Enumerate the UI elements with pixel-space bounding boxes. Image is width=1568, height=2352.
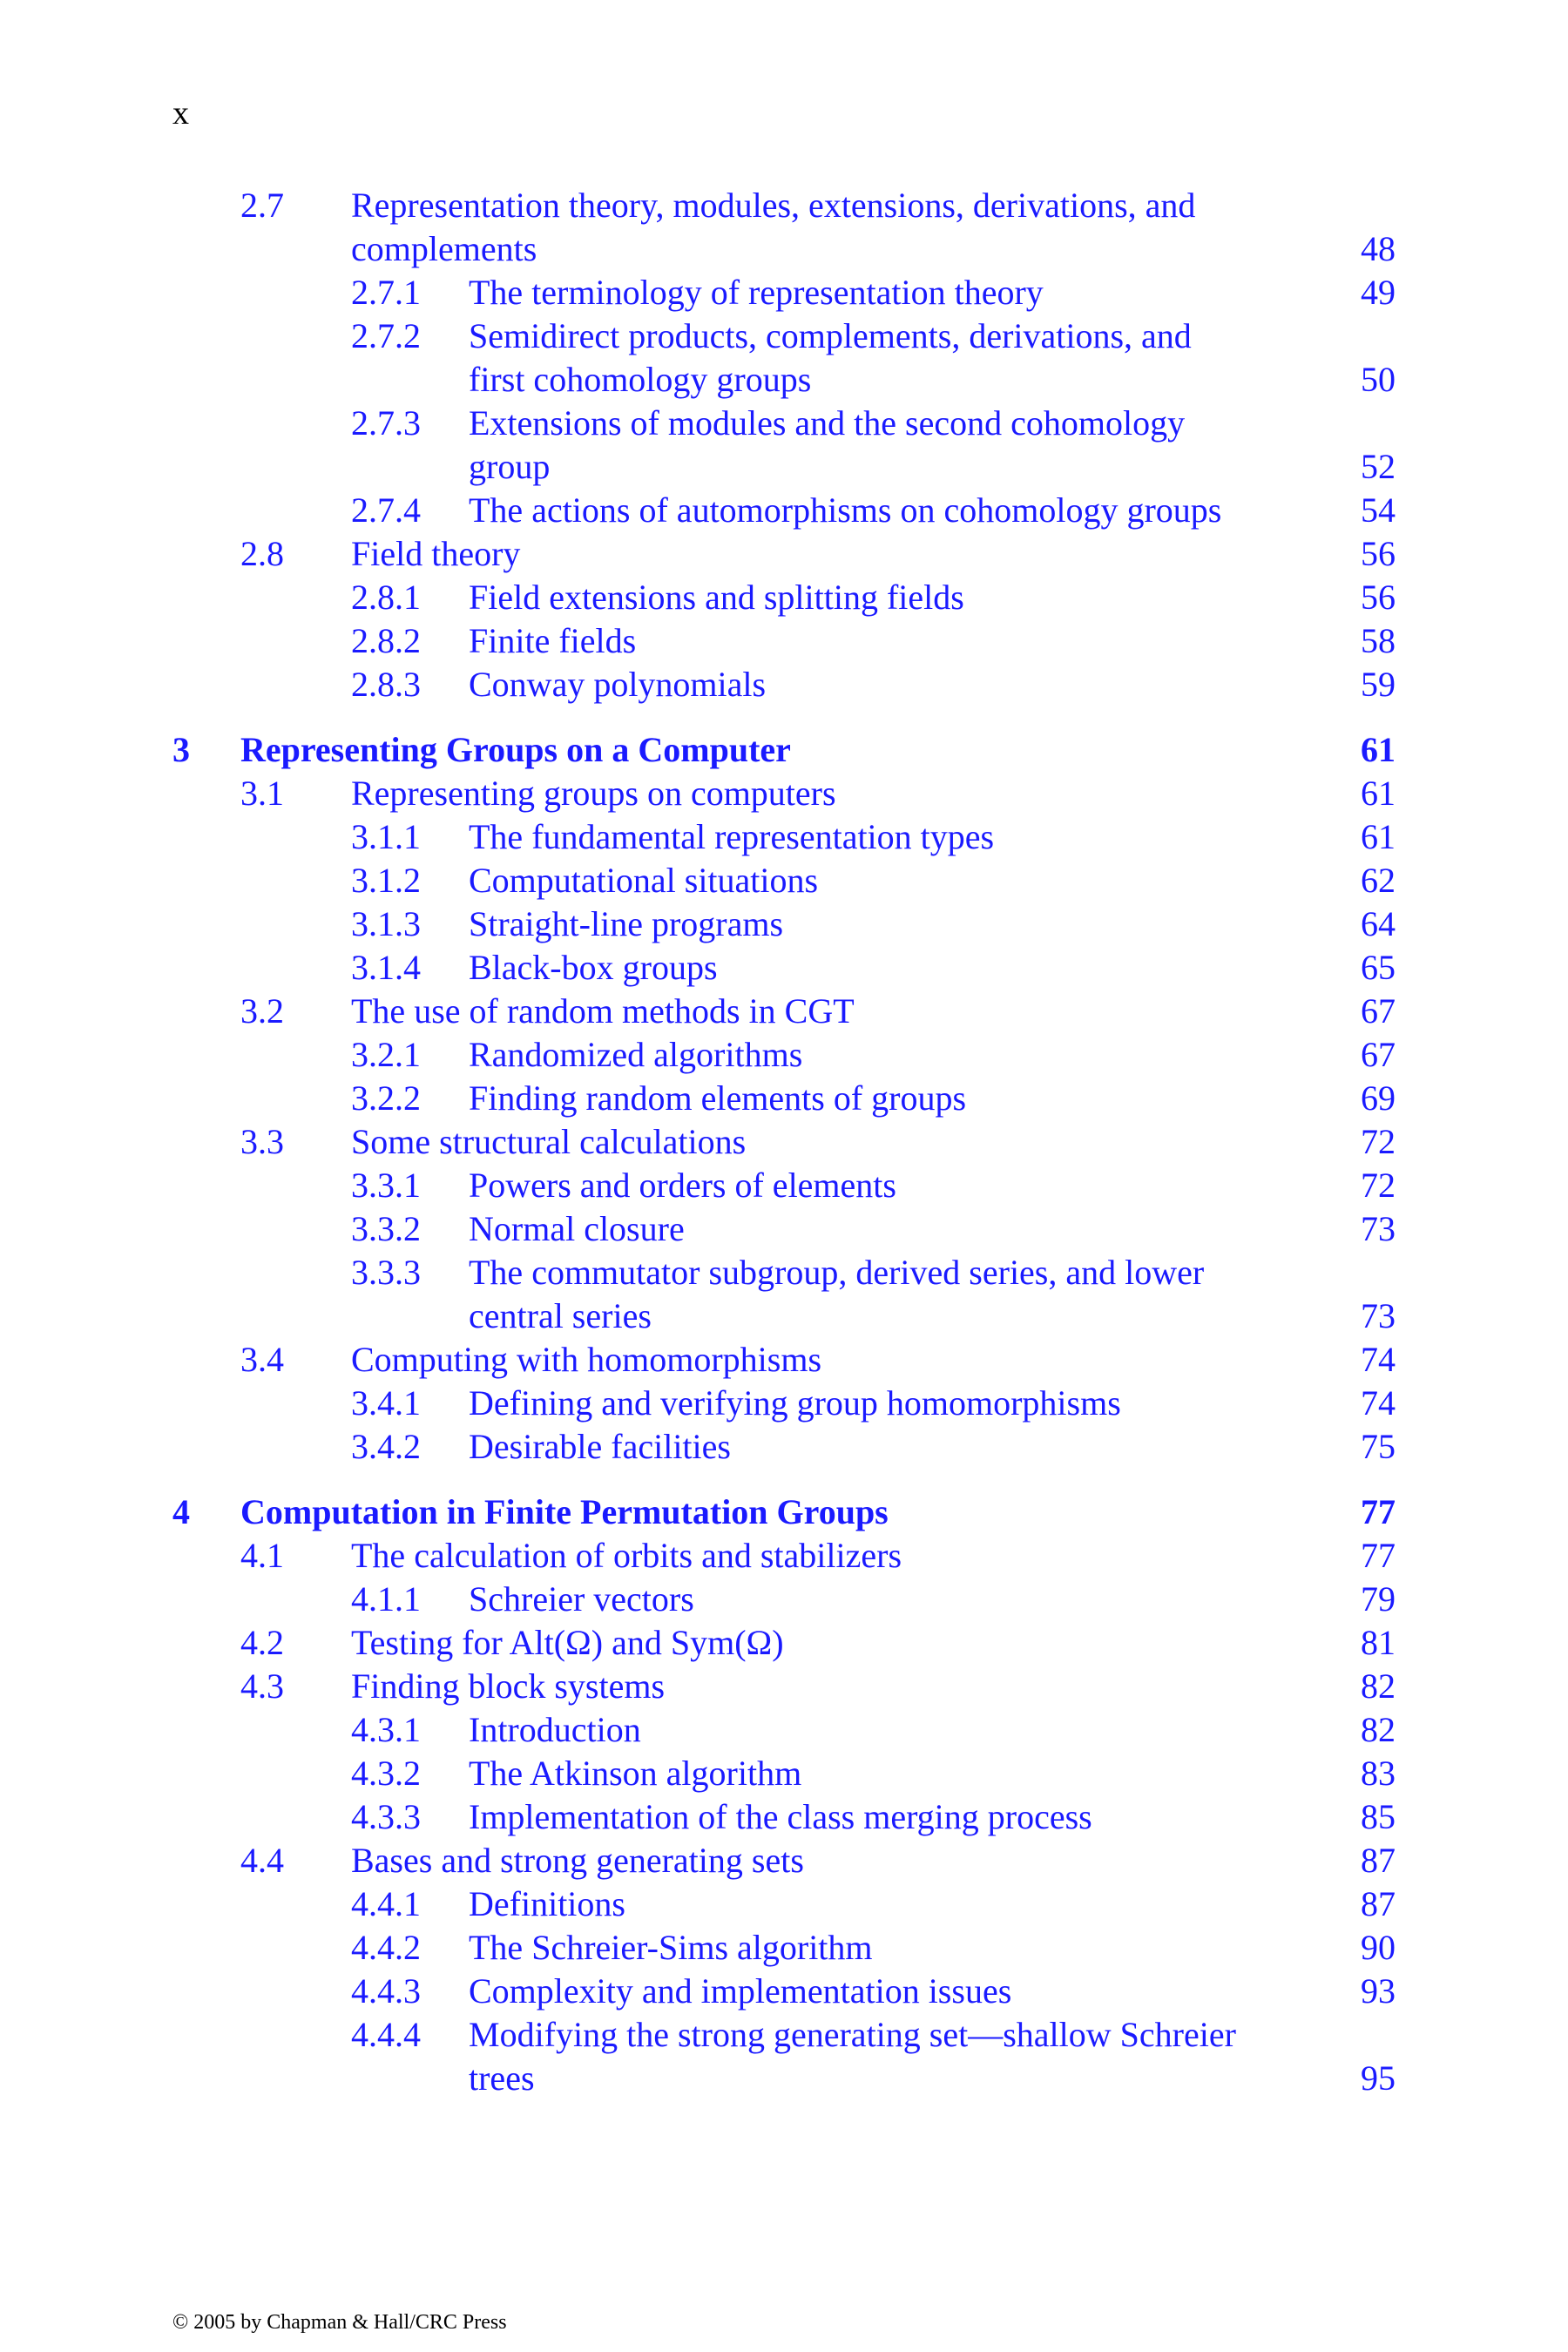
toc-entry-page: 69 bbox=[1361, 1078, 1396, 1118]
toc-entry-number: 4.3 bbox=[240, 1666, 284, 1706]
toc-entry-number: 3.1.1 bbox=[351, 817, 421, 856]
toc-entry-number: 4 bbox=[172, 1492, 190, 1531]
toc-entry-number: 3.3 bbox=[240, 1122, 284, 1161]
toc-entry[interactable] bbox=[172, 2013, 1396, 2057]
toc-entry[interactable] bbox=[172, 184, 1396, 227]
toc-entry-page: 59 bbox=[1361, 665, 1396, 704]
toc-entry-page: 49 bbox=[1361, 273, 1396, 312]
toc-entry-page: 64 bbox=[1361, 904, 1396, 943]
toc-entry[interactable] bbox=[172, 314, 1396, 358]
toc-entry-title: first cohomology groups bbox=[469, 360, 812, 399]
toc-entry[interactable] bbox=[172, 1338, 1396, 1382]
toc-entry-number: 3.4.1 bbox=[351, 1383, 421, 1423]
toc-entry-title: Field extensions and splitting fields bbox=[469, 578, 964, 617]
toc-entry[interactable] bbox=[172, 489, 1396, 532]
toc-entry-number: 4.4.3 bbox=[351, 1971, 421, 2011]
toc-entry-title: trees bbox=[469, 2058, 535, 2098]
toc-entry-number: 4.4 bbox=[240, 1841, 284, 1880]
toc-entry-title: Testing for Alt(Ω) and Sym(Ω) bbox=[351, 1623, 784, 1662]
toc-entry[interactable] bbox=[172, 990, 1396, 1033]
copyright-notice: © 2005 by Chapman & Hall/CRC Press bbox=[172, 2311, 507, 2334]
toc-entry-title: Normal closure bbox=[469, 1209, 685, 1248]
toc-entry[interactable] bbox=[172, 1382, 1396, 1425]
toc-entry[interactable] bbox=[172, 1708, 1396, 1752]
toc-entry-page: 73 bbox=[1361, 1209, 1396, 1248]
toc-entry-number: 3.2.1 bbox=[351, 1035, 421, 1074]
toc-entry-title: The commutator subgroup, derived series, and lower bbox=[469, 1253, 1205, 1292]
toc-entry[interactable] bbox=[172, 227, 1396, 271]
toc-entry-number: 3.3.2 bbox=[351, 1209, 421, 1248]
toc-entry-number: 3.4.2 bbox=[351, 1427, 421, 1466]
toc-entry-number: 4.1 bbox=[240, 1536, 284, 1575]
toc-entry[interactable] bbox=[172, 1164, 1396, 1207]
toc-entry-page: 75 bbox=[1361, 1427, 1396, 1466]
toc-entry-title: Extensions of modules and the second cohomology bbox=[469, 403, 1186, 443]
toc-entry-title: Complexity and implementation issues bbox=[469, 1971, 1012, 2011]
toc-entry[interactable] bbox=[172, 619, 1396, 663]
toc-chapter-entry[interactable] bbox=[172, 1490, 1396, 1534]
toc-entry-page: 93 bbox=[1361, 1971, 1396, 2011]
toc-entry[interactable] bbox=[172, 1251, 1396, 1294]
toc-entry[interactable] bbox=[172, 1120, 1396, 1164]
toc-entry-number: 4.1.1 bbox=[351, 1579, 421, 1619]
toc-entry-number: 3.1.3 bbox=[351, 904, 421, 943]
toc-entry[interactable] bbox=[172, 358, 1396, 402]
toc-entry-title: Powers and orders of elements bbox=[469, 1166, 896, 1205]
toc-entry[interactable] bbox=[172, 1882, 1396, 1926]
toc-entry-number: 2.8.1 bbox=[351, 578, 421, 617]
toc-entry-number: 4.3.3 bbox=[351, 1797, 421, 1836]
toc-entry-page: 54 bbox=[1361, 490, 1396, 530]
toc-entry[interactable] bbox=[172, 576, 1396, 619]
toc-entry[interactable] bbox=[172, 1621, 1396, 1665]
toc-entry-title: The actions of automorphisms on cohomology groups bbox=[469, 490, 1222, 530]
toc-entry[interactable] bbox=[172, 1425, 1396, 1469]
toc-entry-title: Conway polynomials bbox=[469, 665, 767, 704]
toc-entry-number: 4.3.2 bbox=[351, 1754, 421, 1793]
toc-entry[interactable] bbox=[172, 1578, 1396, 1621]
toc-entry-page: 87 bbox=[1361, 1841, 1396, 1880]
toc-entry-page: 52 bbox=[1361, 447, 1396, 486]
toc-entry-title: Randomized algorithms bbox=[469, 1035, 803, 1074]
toc-entry-page: 90 bbox=[1361, 1928, 1396, 1967]
toc-entry[interactable] bbox=[172, 1839, 1396, 1882]
toc-entry-page: 56 bbox=[1361, 534, 1396, 573]
toc-entry-title: Straight-line programs bbox=[469, 904, 784, 943]
toc-entry[interactable] bbox=[172, 772, 1396, 815]
toc-entry-number: 3 bbox=[172, 730, 190, 769]
toc-entry[interactable] bbox=[172, 859, 1396, 902]
toc-entry-page: 74 bbox=[1361, 1383, 1396, 1423]
toc-entry-page: 58 bbox=[1361, 621, 1396, 660]
toc-entry-page: 81 bbox=[1361, 1623, 1396, 1662]
toc-entry-number: 2.7.1 bbox=[351, 273, 421, 312]
toc-entry-number: 3.3.1 bbox=[351, 1166, 421, 1205]
toc-entry[interactable] bbox=[172, 902, 1396, 946]
toc-entry-number: 2.8.2 bbox=[351, 621, 421, 660]
toc-entry[interactable] bbox=[172, 445, 1396, 489]
toc-entry-page: 73 bbox=[1361, 1296, 1396, 1335]
toc-entry-number: 3.4 bbox=[240, 1340, 284, 1379]
toc-entry-number: 3.2 bbox=[240, 991, 284, 1031]
toc-entry[interactable] bbox=[172, 1795, 1396, 1839]
toc-entry-title: Computing with homomorphisms bbox=[351, 1340, 822, 1379]
toc-entry-number: 2.7.4 bbox=[351, 490, 421, 530]
toc-entry[interactable] bbox=[172, 1207, 1396, 1251]
toc-entry-title: Defining and verifying group homomorphisms bbox=[469, 1383, 1121, 1423]
toc-entry-title: complements bbox=[351, 229, 537, 268]
toc-entry-page: 62 bbox=[1361, 861, 1396, 900]
toc-entry[interactable] bbox=[172, 271, 1396, 314]
toc-entry-title: central series bbox=[469, 1296, 652, 1335]
toc-entry[interactable] bbox=[172, 2057, 1396, 2100]
toc-entry-page: 48 bbox=[1361, 229, 1396, 268]
toc-entry-title: Semidirect products, complements, derivations, and bbox=[469, 316, 1192, 355]
toc-entry[interactable] bbox=[172, 663, 1396, 706]
toc-entry[interactable] bbox=[172, 1926, 1396, 1970]
toc-entry-number: 4.3.1 bbox=[351, 1710, 421, 1749]
toc-entry-title: Modifying the strong generating set—shallow Schreier bbox=[469, 2015, 1236, 2054]
toc-entry-number: 2.8.3 bbox=[351, 665, 421, 704]
toc-entry-number: 3.3.3 bbox=[351, 1253, 421, 1292]
toc-entry-title: The Schreier-Sims algorithm bbox=[469, 1928, 873, 1967]
toc-entry-title: Some structural calculations bbox=[351, 1122, 747, 1161]
toc-entry-page: 65 bbox=[1361, 948, 1396, 987]
toc-entry-title: Computation in Finite Permutation Groups bbox=[240, 1492, 889, 1531]
toc-entry-title: Finite fields bbox=[469, 621, 637, 660]
toc-entry[interactable] bbox=[172, 1033, 1396, 1077]
toc-entry-title: Introduction bbox=[469, 1710, 641, 1749]
toc-entry-number: 2.7.3 bbox=[351, 403, 421, 443]
toc-entry-page: 67 bbox=[1361, 1035, 1396, 1074]
toc-entry-number: 4.4.2 bbox=[351, 1928, 421, 1967]
toc-entry-number: 3.1.4 bbox=[351, 948, 421, 987]
toc-entry[interactable] bbox=[172, 1665, 1396, 1708]
toc-entry-page: 77 bbox=[1361, 1492, 1396, 1531]
toc-entry-page: 82 bbox=[1361, 1710, 1396, 1749]
toc-entry-page: 72 bbox=[1361, 1166, 1396, 1205]
toc-entry-number: 3.1 bbox=[240, 774, 284, 813]
toc-entry-page: 83 bbox=[1361, 1754, 1396, 1793]
toc-entry[interactable] bbox=[172, 946, 1396, 990]
toc-entry-page: 72 bbox=[1361, 1122, 1396, 1161]
toc-entry-number: 3.1.2 bbox=[351, 861, 421, 900]
toc-entry-title: Implementation of the class merging process bbox=[469, 1797, 1092, 1836]
toc-entry-title: Desirable facilities bbox=[469, 1427, 731, 1466]
toc-entry-title: Black-box groups bbox=[469, 948, 718, 987]
page-number: x bbox=[172, 95, 189, 132]
toc-entry-number: 2.7.2 bbox=[351, 316, 421, 355]
toc-entry-number: 3.2.2 bbox=[351, 1078, 421, 1118]
toc-entry-number: 4.4.1 bbox=[351, 1884, 421, 1923]
toc-entry[interactable] bbox=[172, 402, 1396, 445]
toc-entry-number: 2.8 bbox=[240, 534, 284, 573]
toc-entry-number: 4.4.4 bbox=[351, 2015, 421, 2054]
toc-entry-title: Representation theory, modules, extensions, derivations, and bbox=[351, 186, 1196, 225]
toc-entry[interactable] bbox=[172, 1077, 1396, 1120]
toc-entry-title: The use of random methods in CGT bbox=[351, 991, 855, 1031]
toc-entry-title: Definitions bbox=[469, 1884, 625, 1923]
toc-entry-page: 79 bbox=[1361, 1579, 1396, 1619]
toc-entry-page: 61 bbox=[1361, 730, 1396, 769]
toc-entry-title: Representing Groups on a Computer bbox=[240, 730, 791, 769]
toc-entry-title: The Atkinson algorithm bbox=[469, 1754, 802, 1793]
toc-entry-number: 4.2 bbox=[240, 1623, 284, 1662]
toc-entry-page: 87 bbox=[1361, 1884, 1396, 1923]
toc-entry-title: Representing groups on computers bbox=[351, 774, 836, 813]
toc-entry[interactable] bbox=[172, 1970, 1396, 2013]
toc-entry[interactable] bbox=[172, 1534, 1396, 1578]
toc-entry-page: 95 bbox=[1361, 2058, 1396, 2098]
toc-entry-title: The terminology of representation theory bbox=[469, 273, 1044, 312]
toc-entry-page: 67 bbox=[1361, 991, 1396, 1031]
toc-entry[interactable] bbox=[172, 532, 1396, 576]
toc-entry-title: Finding random elements of groups bbox=[469, 1078, 967, 1118]
toc-entry-title: Field theory bbox=[351, 534, 521, 573]
toc-entry-title: The fundamental representation types bbox=[469, 817, 995, 856]
toc-entry-page: 77 bbox=[1361, 1536, 1396, 1575]
toc-entry[interactable] bbox=[172, 1294, 1396, 1338]
toc-entry-page: 82 bbox=[1361, 1666, 1396, 1706]
toc-entry-title: Bases and strong generating sets bbox=[351, 1841, 804, 1880]
toc-entry-page: 85 bbox=[1361, 1797, 1396, 1836]
toc-entry[interactable] bbox=[172, 815, 1396, 859]
toc-entry-page: 50 bbox=[1361, 360, 1396, 399]
toc-entry-title: Schreier vectors bbox=[469, 1579, 694, 1619]
toc-entry-title: group bbox=[469, 447, 551, 486]
toc-entry[interactable] bbox=[172, 1752, 1396, 1795]
toc-entry-number: 2.7 bbox=[240, 186, 284, 225]
toc-entry-title: Computational situations bbox=[469, 861, 819, 900]
toc-entry-title: The calculation of orbits and stabilizers bbox=[351, 1536, 902, 1575]
toc-entry-page: 56 bbox=[1361, 578, 1396, 617]
toc-entry-page: 61 bbox=[1361, 774, 1396, 813]
toc-entry-page: 74 bbox=[1361, 1340, 1396, 1379]
toc-entry-title: Finding block systems bbox=[351, 1666, 666, 1706]
toc-entry-page: 61 bbox=[1361, 817, 1396, 856]
toc-chapter-entry[interactable] bbox=[172, 728, 1396, 772]
